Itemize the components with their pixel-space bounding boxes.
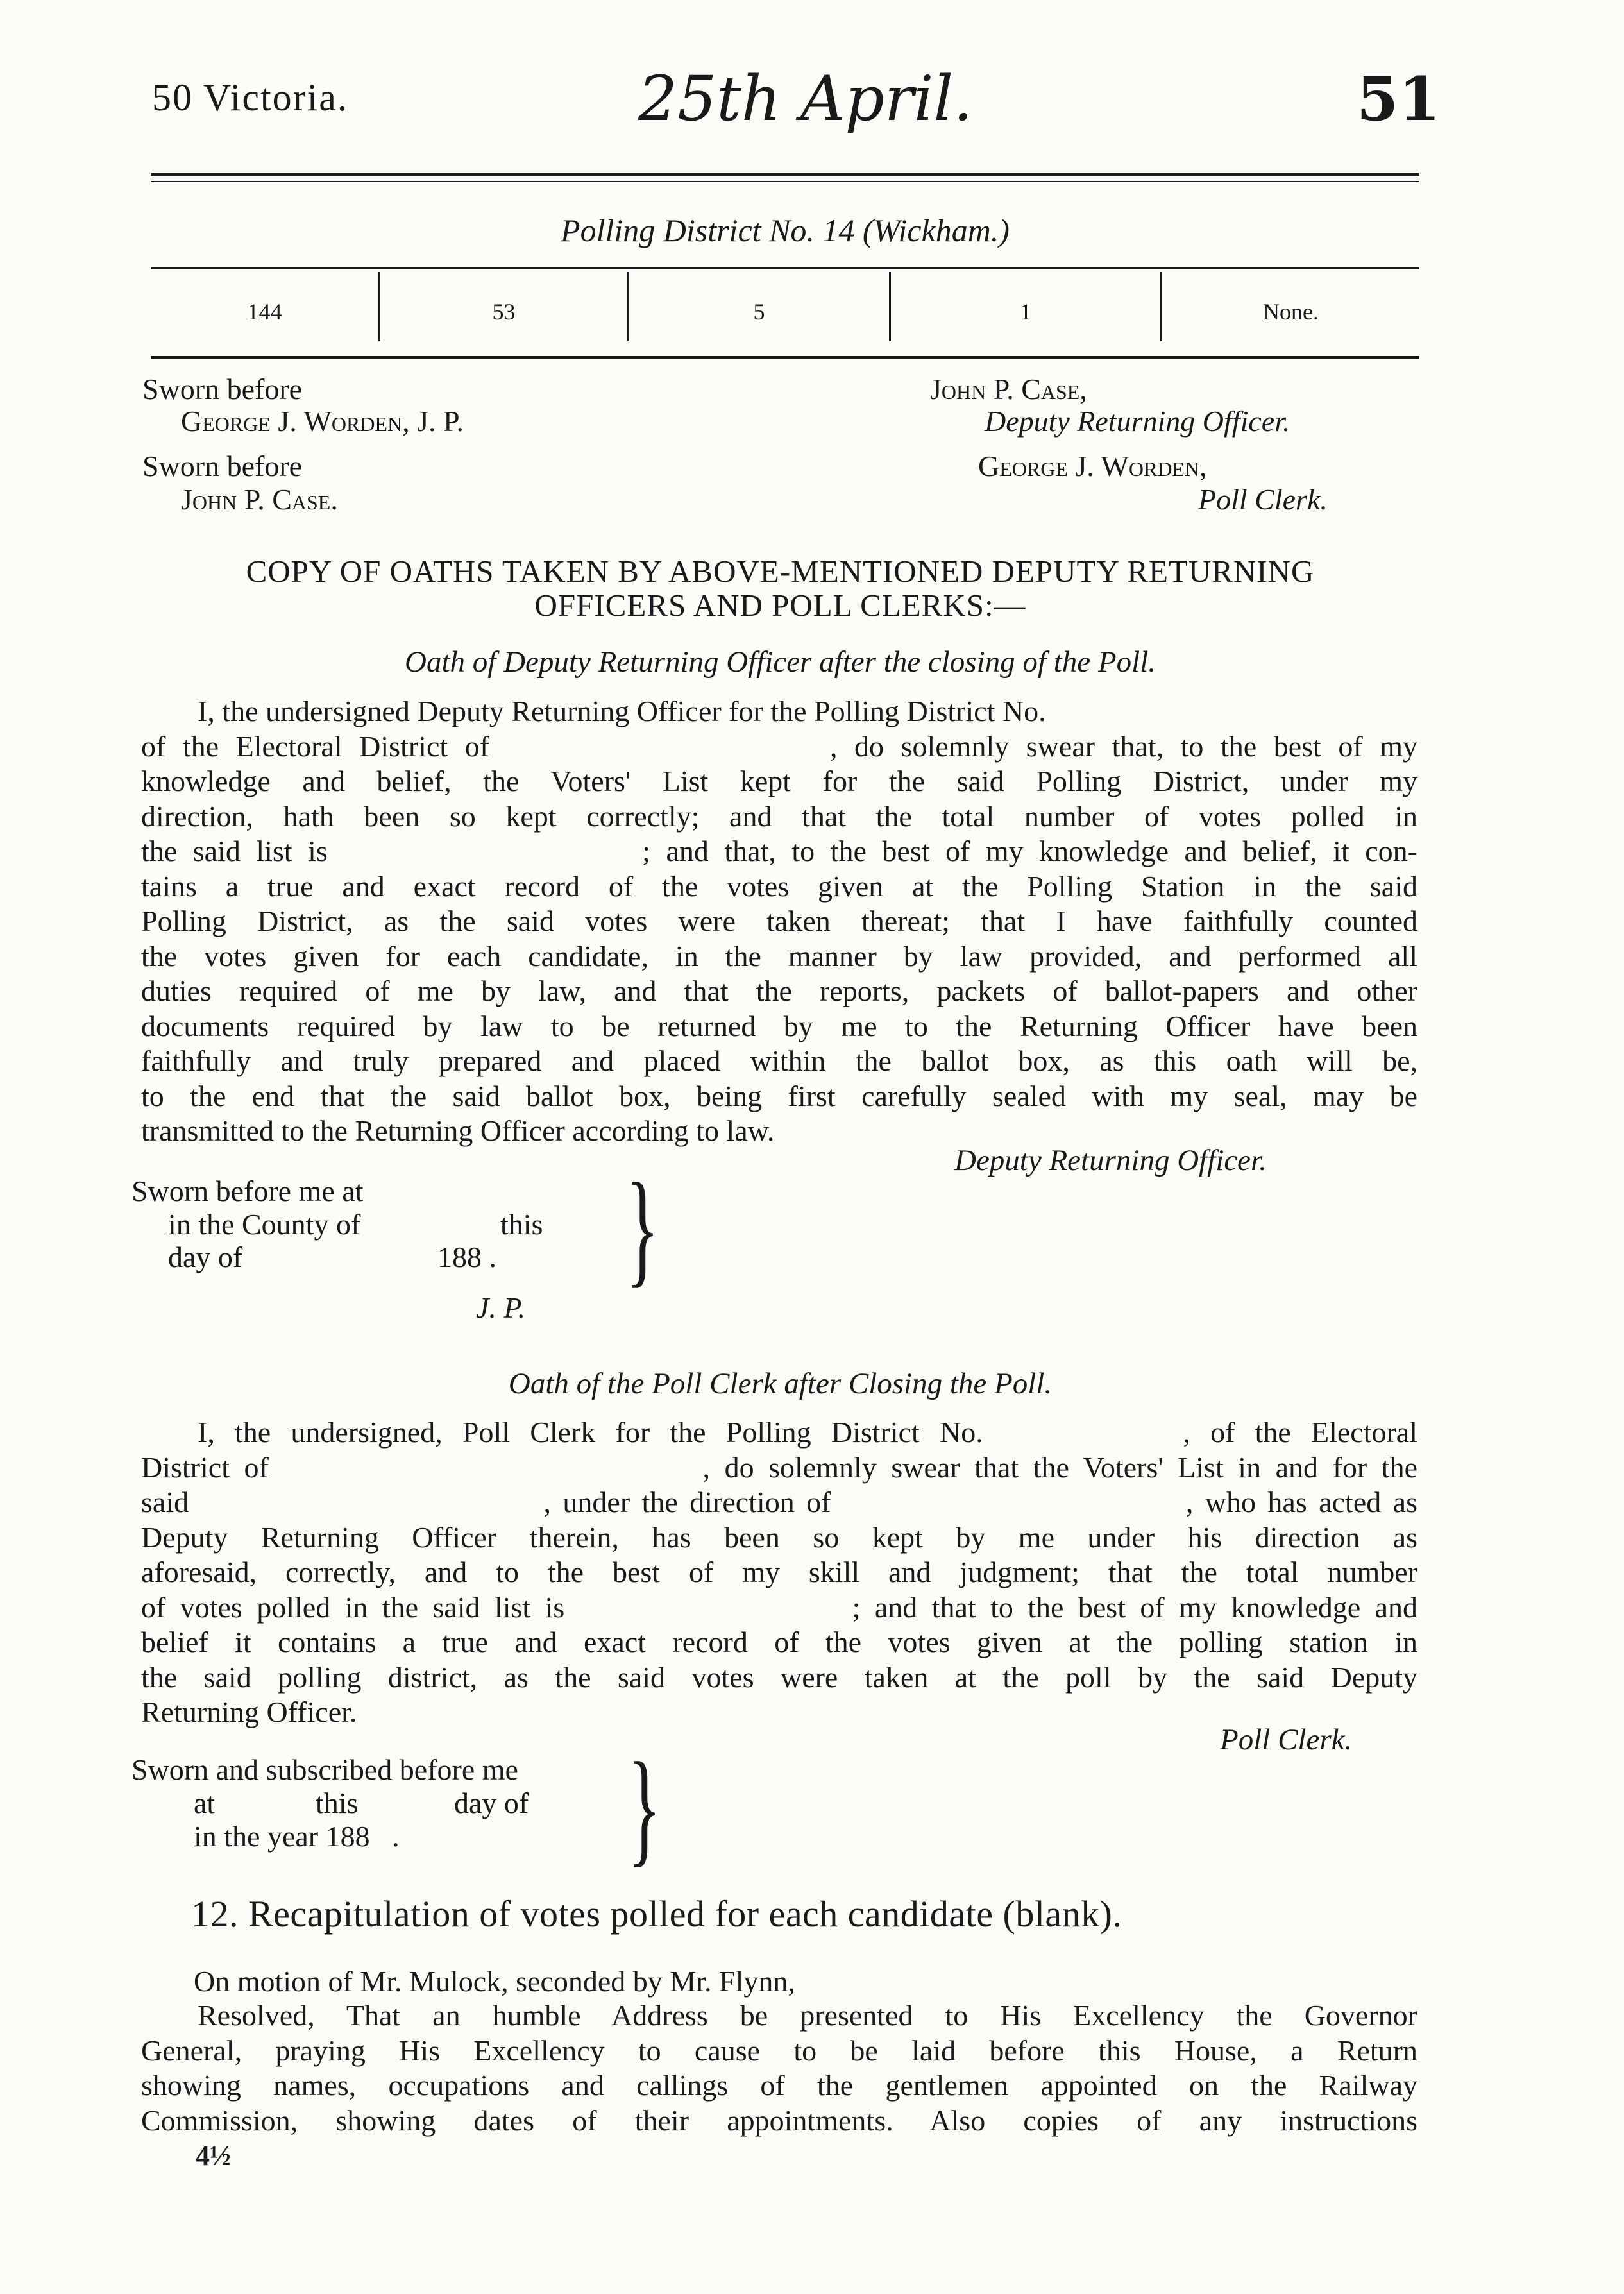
oath2-line: said , under the direction of , who has acted as	[141, 1486, 1417, 1518]
oaths-heading-1: COPY OF OATHS TAKEN BY ABOVE-MENTIONED DEPUTY RETURNING	[246, 554, 1315, 589]
oath1-title: Oath of Deputy Returning Officer after the closing of the Poll.	[405, 645, 1156, 679]
oath2-sworn-2b: this	[316, 1787, 359, 1819]
motion-line: Resolved, That an humble Address be presented to His Excellency the Governor	[198, 1999, 1417, 2032]
oath1-line: the said list is ; and that, to the best of my knowledge and belief, it con-	[141, 835, 1417, 867]
oath2-line: the said polling district, as the said votes were taken at the poll by the said Deputy	[141, 1660, 1417, 1694]
table-rule-top	[151, 267, 1419, 269]
oath1-sworn-3b: 188 .	[437, 1241, 496, 1273]
oath1-line: of the Electoral District of , do solemnly swear that, to the best of my	[141, 729, 1417, 763]
district-cell: 144	[247, 299, 282, 325]
sworn-right-3: George J. Worden,	[978, 450, 1207, 482]
oath2-line: District of , do solemnly swear that the Voters' List in and for the	[141, 1450, 1417, 1484]
oath1-line: to the end that the said ballot box, being first carefully sealed with my seal, may be	[141, 1079, 1417, 1112]
oath2-body	[141, 1415, 1417, 1730]
district-cell: 5	[753, 299, 765, 325]
oath2-line: belief it contains a true and exact record of the votes given at the polling station in	[141, 1626, 1417, 1658]
oath1-line: direction, hath been so kept correctly; and that the total number of votes polled in	[141, 799, 1417, 833]
oath1-line: duties required of me by law, and that the reports, packets of ballot-papers and other	[141, 974, 1417, 1007]
sworn-left-4: John P. Case.	[181, 483, 338, 516]
motion-line-1: On motion of Mr. Mulock, seconded by Mr. Flynn,	[194, 1965, 795, 1998]
oath1-sworn-1: Sworn before me at	[131, 1175, 364, 1207]
oath1-signature: Deputy Returning Officer.	[954, 1144, 1267, 1177]
header-rule-bottom	[151, 181, 1419, 182]
oath1-line: I, the undersigned Deputy Returning Officer for the Polling District No.	[198, 695, 1046, 727]
table-rule-bottom	[151, 356, 1419, 359]
oath1-line: the votes given for each candidate, in the manner by law provided, and performed all	[141, 939, 1417, 973]
sworn-left-1: Sworn before	[142, 373, 303, 405]
oath1-line: faithfully and truly prepared and placed within the ballot box, as this oath will be,	[141, 1044, 1417, 1077]
oath2-line: aforesaid, correctly, and to the best of my skill and judgment; that the total number	[141, 1556, 1417, 1588]
right-brace-icon: }	[625, 1157, 659, 1299]
oath2-title: Oath of the Poll Clerk after Closing the Poll.	[508, 1367, 1053, 1400]
sworn-left-2: George J. Worden, J. P.	[181, 405, 464, 438]
oath1-sworn-2b: this	[500, 1208, 543, 1241]
district-title: Polling District No. 14 (Wickham.)	[561, 212, 1010, 248]
recap-heading: 12. Recapitulation of votes polled for each candidate (blank).	[191, 1893, 1122, 1935]
page-number: 51	[1357, 64, 1441, 135]
oath1-line: documents required by law to be returned by me to the Returning Officer have been	[141, 1009, 1417, 1042]
oath1-body	[141, 694, 1417, 1149]
oath1-line: Polling District, as the said votes were taken thereat; that I have faithfully counted	[141, 905, 1417, 937]
header-left: 50 Victoria.	[152, 76, 348, 119]
oath2-line: I, the undersigned, Poll Clerk for the Polling District No. , of the Electoral	[198, 1416, 1417, 1449]
sworn-right-2: Deputy Returning Officer.	[985, 405, 1290, 438]
motion-body	[141, 1998, 1417, 2138]
oath2-sworn-3: in the year 188 .	[194, 1820, 400, 1853]
oath2-line: Returning Officer.	[141, 1695, 357, 1728]
oath1-line: tains a true and exact record of the votes given at the Polling Station in the said	[141, 869, 1417, 903]
header-rule-top	[151, 173, 1419, 176]
oath1-line: knowledge and belief, the Voters' List kept for the said Polling District, under my	[141, 765, 1417, 797]
motion-line: showing names, occupations and callings of the gentlemen appointed on the Railway	[141, 2069, 1417, 2102]
oath1-line: transmitted to the Returning Officer according to law.	[141, 1114, 775, 1147]
district-cell: 1	[1020, 299, 1031, 325]
oath1-sworn-2a: in the County of	[168, 1208, 361, 1241]
oath2-signature: Poll Clerk.	[1220, 1723, 1353, 1756]
sworn-left-3: Sworn before	[142, 450, 303, 482]
oath2-sworn-1: Sworn and subscribed before me	[131, 1753, 518, 1786]
oath2-sworn-2c: day of	[454, 1787, 529, 1819]
motion-line: Commission, showing dates of their appointments. Also copies of any instructions	[141, 2103, 1417, 2137]
sworn-right-1: John P. Case,	[930, 373, 1087, 405]
motion-line: General, praying His Excellency to cause to be laid before this House, a Return	[141, 2034, 1417, 2067]
oath1-jp: J. P.	[476, 1291, 526, 1324]
oath2-line: Deputy Returning Officer therein, has been so kept by me under his direction as	[141, 1520, 1417, 1554]
header-date: 25th April.	[638, 63, 973, 135]
district-cell: None.	[1263, 299, 1319, 325]
right-brace-icon: }	[627, 1737, 661, 1878]
oath1-sworn-3a: day of	[168, 1241, 243, 1273]
oaths-heading-2: OFFICERS AND POLL CLERKS:—	[534, 588, 1026, 623]
district-cell: 53	[492, 299, 516, 325]
sworn-right-4: Poll Clerk.	[1198, 483, 1328, 516]
oath2-line: of votes polled in the said list is ; and that to the best of my knowledge and	[141, 1590, 1417, 1624]
signature-mark: 4½	[196, 2140, 231, 2171]
oath2-sworn-2a: at	[194, 1787, 216, 1819]
